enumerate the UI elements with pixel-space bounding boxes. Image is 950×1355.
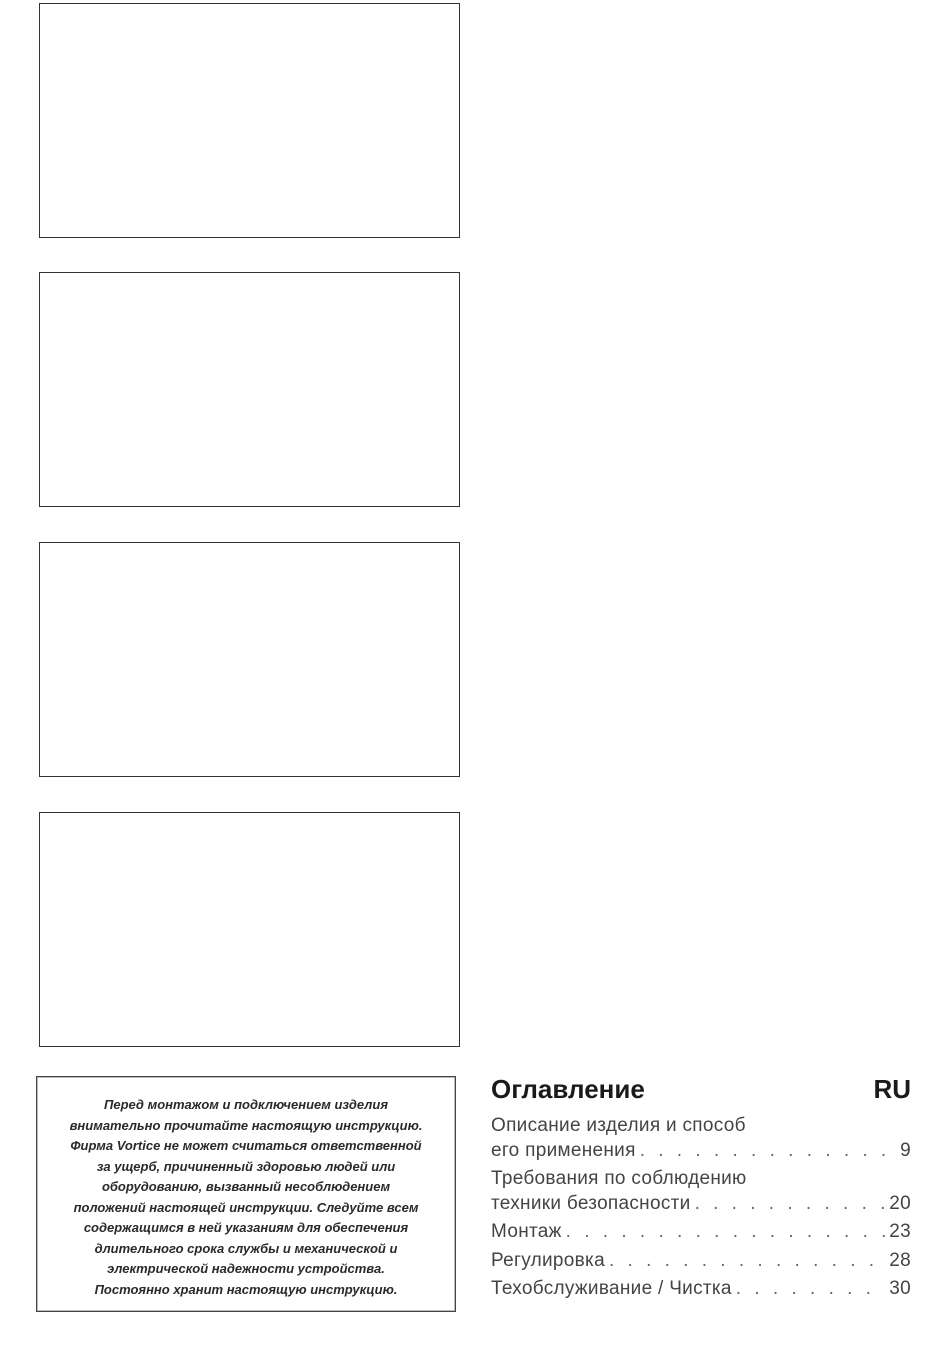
blank-frame-2 [39,272,460,507]
warning-line: Постоянно хранит настоящую инструкцию. [94,1281,398,1297]
warning-line: длительного срока службы и механической и [94,1240,398,1256]
warning-line: за ущерб, причиненный здоровью людей или [96,1158,396,1174]
dot-leader [609,1249,885,1274]
toc-entry-installation[interactable] [491,1220,911,1245]
toc-entry-row [491,1249,911,1274]
toc-page-number: 9 [900,1139,911,1161]
warning-line: Фирма Vortice не может считаться ответственной [70,1138,422,1153]
toc-entry-label: Монтаж [491,1221,562,1242]
toc-entry-row [491,1192,911,1217]
warning-line: электрической надежности устройства. [107,1261,385,1276]
warning-notice-box [36,1076,456,1312]
toc-page-number: 23 [889,1221,911,1242]
toc-page-number: 28 [889,1249,911,1271]
toc-entry-label-line2: техники безопасности [491,1192,691,1214]
blank-frame-4 [39,812,460,1047]
toc-entry-maintenance[interactable] [491,1277,911,1302]
warning-line: Перед монтажом и подключением изделия [104,1097,388,1112]
toc-entry-description[interactable] [491,1114,911,1163]
toc-page-number: 30 [889,1278,911,1299]
dot-leader [640,1139,896,1164]
warning-line: содержащимся в ней указаниям для обеспечения [83,1220,409,1235]
dot-leader [695,1192,886,1217]
toc-list [491,1114,911,1302]
toc-page-number: 20 [889,1192,911,1214]
dot-leader [736,1277,885,1302]
toc-entry-row [491,1139,911,1164]
blank-frame-1 [39,3,460,238]
toc-title: Оглавление [491,1074,645,1104]
blank-frame-3 [39,542,460,777]
toc-header [491,1070,911,1110]
toc-entry-label-line2: его применения [491,1139,636,1161]
warning-line: оборудованию, вызванный несоблюдением [101,1179,391,1194]
toc-entry-safety[interactable] [491,1167,911,1216]
toc-entry-label-line1: Описание изделия и способ [491,1115,746,1136]
toc-entry-label-line1: Требования по соблюдению [491,1168,747,1189]
table-of-contents [491,1070,911,1306]
toc-entry-label: Регулировка [491,1249,605,1271]
toc-entry-row [491,1277,911,1302]
toc-entry-adjustment[interactable] [491,1249,911,1274]
toc-entry-row [491,1220,911,1245]
warning-line: положений настоящей инструкции. Следуйте всем [73,1199,419,1215]
toc-entry-label: Техобслуживание / Чистка [491,1278,732,1299]
language-code: RU [873,1074,911,1104]
warning-line: внимательно прочитайте настоящую инструкцию. [69,1117,423,1133]
dot-leader [566,1220,886,1245]
